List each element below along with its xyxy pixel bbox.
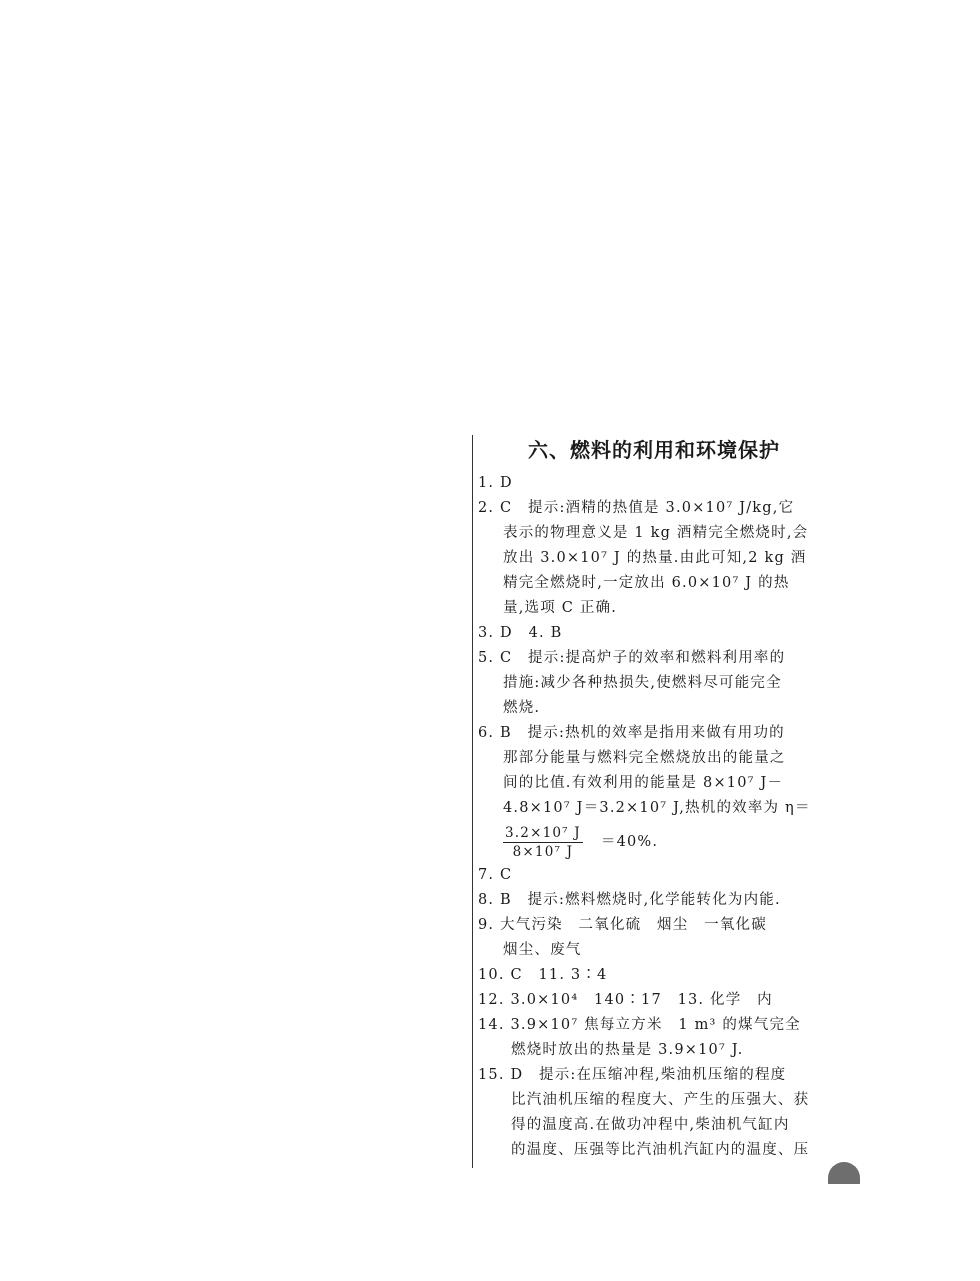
answer-15 [478,1063,814,1163]
answer-line: 3. D 4. B [478,625,563,641]
answer-line: 间的比值.有效利用的能量是 8×10⁷ J－ [503,775,784,791]
column-divider [472,435,473,1168]
answer-line: 12. 3.0×10⁴ 140∶17 13. 化学 内 [478,992,773,1008]
efficiency-fraction [503,824,583,861]
answer-1 [478,471,814,496]
answer-line: 14. 3.9×10⁷ 焦每立方米 1 m³ 的煤气完全 [478,1017,801,1033]
answer-line: 8. B 提示:燃料燃烧时,化学能转化为内能. [478,892,781,908]
answer-2 [478,496,814,621]
answer-line: 燃烧时放出的热量是 3.9×10⁷ J. [511,1042,744,1058]
answer-column [478,435,814,1163]
answer-line: 7. C [478,867,513,883]
answer-9 [478,913,814,963]
fraction-numerator: 3.2×10⁷ J [505,824,581,841]
answer-line: 的温度、压强等比汽油机汽缸内的温度、压 [511,1142,810,1158]
answer-3-4 [478,621,814,646]
answer-6 [478,721,814,863]
answer-line: 精完全燃烧时,一定放出 6.0×10⁷ J 的热 [503,575,790,591]
answer-line: 得的温度高.在做功冲程中,柴油机气缸内 [511,1117,790,1133]
answer-line: 措施:减少各种热损失,使燃料尽可能完全 [503,675,782,691]
answer-line: 2. C 提示:酒精的热值是 3.0×10⁷ J/kg,它 [478,500,795,516]
answer-8 [478,888,814,913]
fraction-denominator: 8×10⁷ J [512,843,574,860]
answer-line: 10. C 11. 3∶4 [478,967,608,983]
answer-line: 6. B 提示:热机的效率是指用来做有用功的 [478,725,785,741]
answer-line: 那部分能量与燃料完全燃烧放出的能量之 [503,750,786,766]
answer-5 [478,646,814,721]
efficiency-fraction-row [478,821,814,863]
fraction-result: ＝40%. [600,833,659,850]
answer-12-13 [478,988,814,1013]
answer-line: 9. 大气污染 二氧化硫 烟尘 一氧化碳 [478,917,767,933]
answer-line: 燃烧. [503,700,541,716]
answer-line: 15. D 提示:在压缩冲程,柴油机压缩的程度 [478,1067,787,1083]
answer-line: 5. C 提示:提高炉子的效率和燃料利用率的 [478,650,786,666]
section-title: 六、燃料的利用和环境保护 [528,438,780,462]
answer-line: 量,选项 C 正确. [503,600,618,616]
answer-line: 烟尘、废气 [503,942,582,958]
answer-7 [478,863,814,888]
answer-14 [478,1013,814,1063]
answer-line: 放出 3.0×10⁷ J 的热量.由此可知,2 kg 酒 [503,550,807,566]
answer-line: 4.8×10⁷ J＝3.2×10⁷ J,热机的效率为 η＝ [503,800,811,816]
answer-line: 1. D [478,475,513,491]
answer-10-11 [478,963,814,988]
answer-line: 比汽油机压缩的程度大、产生的压强大、获 [511,1092,810,1108]
answer-line: 表示的物理意义是 1 kg 酒精完全燃烧时,会 [503,525,809,541]
page-edge-tab [828,1162,860,1184]
